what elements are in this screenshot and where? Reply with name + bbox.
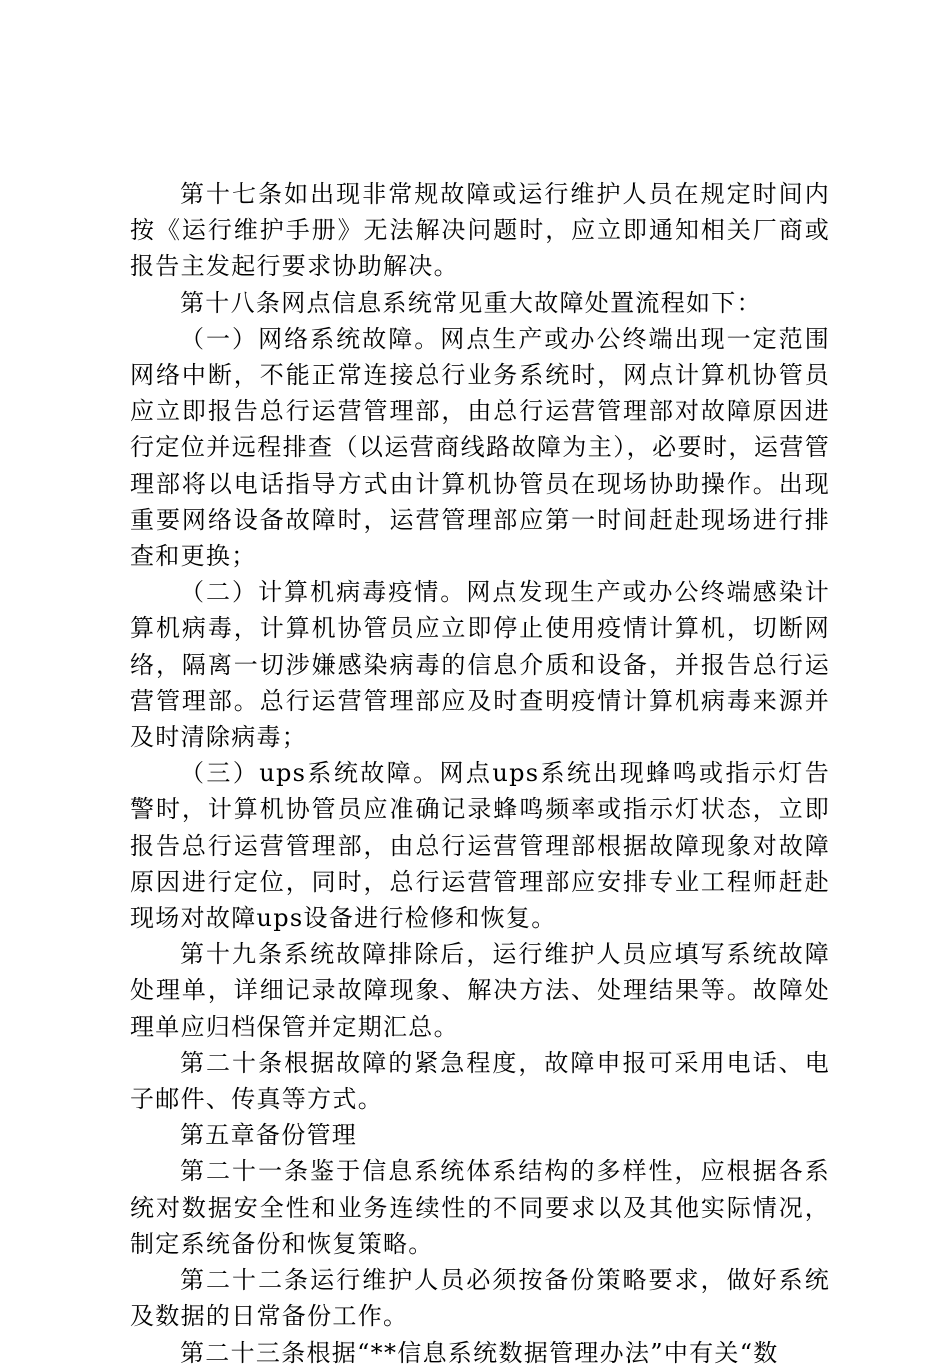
- paragraph-article-23: 第二十三条根据“**信息系统数据管理办法”中有关“数: [180, 1338, 779, 1367]
- paragraph-article-21: 第二十一条鉴于信息系统体系结构的多样性，应根据各系统对数据安全性和业务连续性的不同要求以及其他实际情况，制定系统备份和恢复策略。: [130, 1157, 830, 1258]
- document-body: [130, 176, 830, 1371]
- chapter-heading-backup: 第五章备份管理: [180, 1121, 358, 1150]
- paragraph-article-19: 第十九条系统故障排除后，运行维护人员应填写系统故障处理单，详细记录故障现象、解决方法、处理结果等。故障处理单应归档保管并定期汇总。: [130, 940, 830, 1041]
- paragraph-article-20: 第二十条根据故障的紧急程度，故障申报可采用电话、电子邮件、传真等方式。: [130, 1048, 830, 1114]
- paragraph-article-18: 第十八条网点信息系统常见重大故障处置流程如下：: [180, 288, 762, 317]
- paragraph-article-17: 第十七条如出现非常规故障或运行维护人员在规定时间内按《运行维护手册》无法解决问题时，应立即通知相关厂商或报告主发起行要求协助解决。: [130, 180, 830, 281]
- paragraph-virus-outbreak: （二）计算机病毒疫情。网点发现生产或办公终端感染计算机病毒，计算机协管员应立即停止使用疫情计算机，切断网络，隔离一切涉嫌感染病毒的信息介质和设备，并报告总行运营管理部。总行运营管理部应及时查明疫情计算机病毒来源并及时清除病毒；: [130, 578, 830, 752]
- paragraph-ups-fault: （三）ups系统故障。网点ups系统出现蜂鸣或指示灯告警时，计算机协管员应准确记录蜂鸣频率或指示灯状态，立即报告总行运营管理部，由总行运营管理部根据故障现象对故障原因进行定位，同时，总行运营管理部应安排专业工程师赶赴现场对故障ups设备进行检修和恢复。: [130, 759, 830, 933]
- paragraph-article-22: 第二十二条运行维护人员必须按备份策略要求，做好系统及数据的日常备份工作。: [130, 1266, 830, 1331]
- paragraph-network-fault: （一）网络系统故障。网点生产或办公终端出现一定范围网络中断，不能正常连接总行业务系统时，网点计算机协管员应立即报告总行运营管理部，由总行运营管理部对故障原因进行定位并远程排查（以运营商线路故障为主），必要时，运营管理部将以电话指导方式由计算机协管员在现场协助操作。出现重要网络设备故障时，运营管理部应第一时间赶赴现场进行排查和更换；: [130, 324, 830, 571]
